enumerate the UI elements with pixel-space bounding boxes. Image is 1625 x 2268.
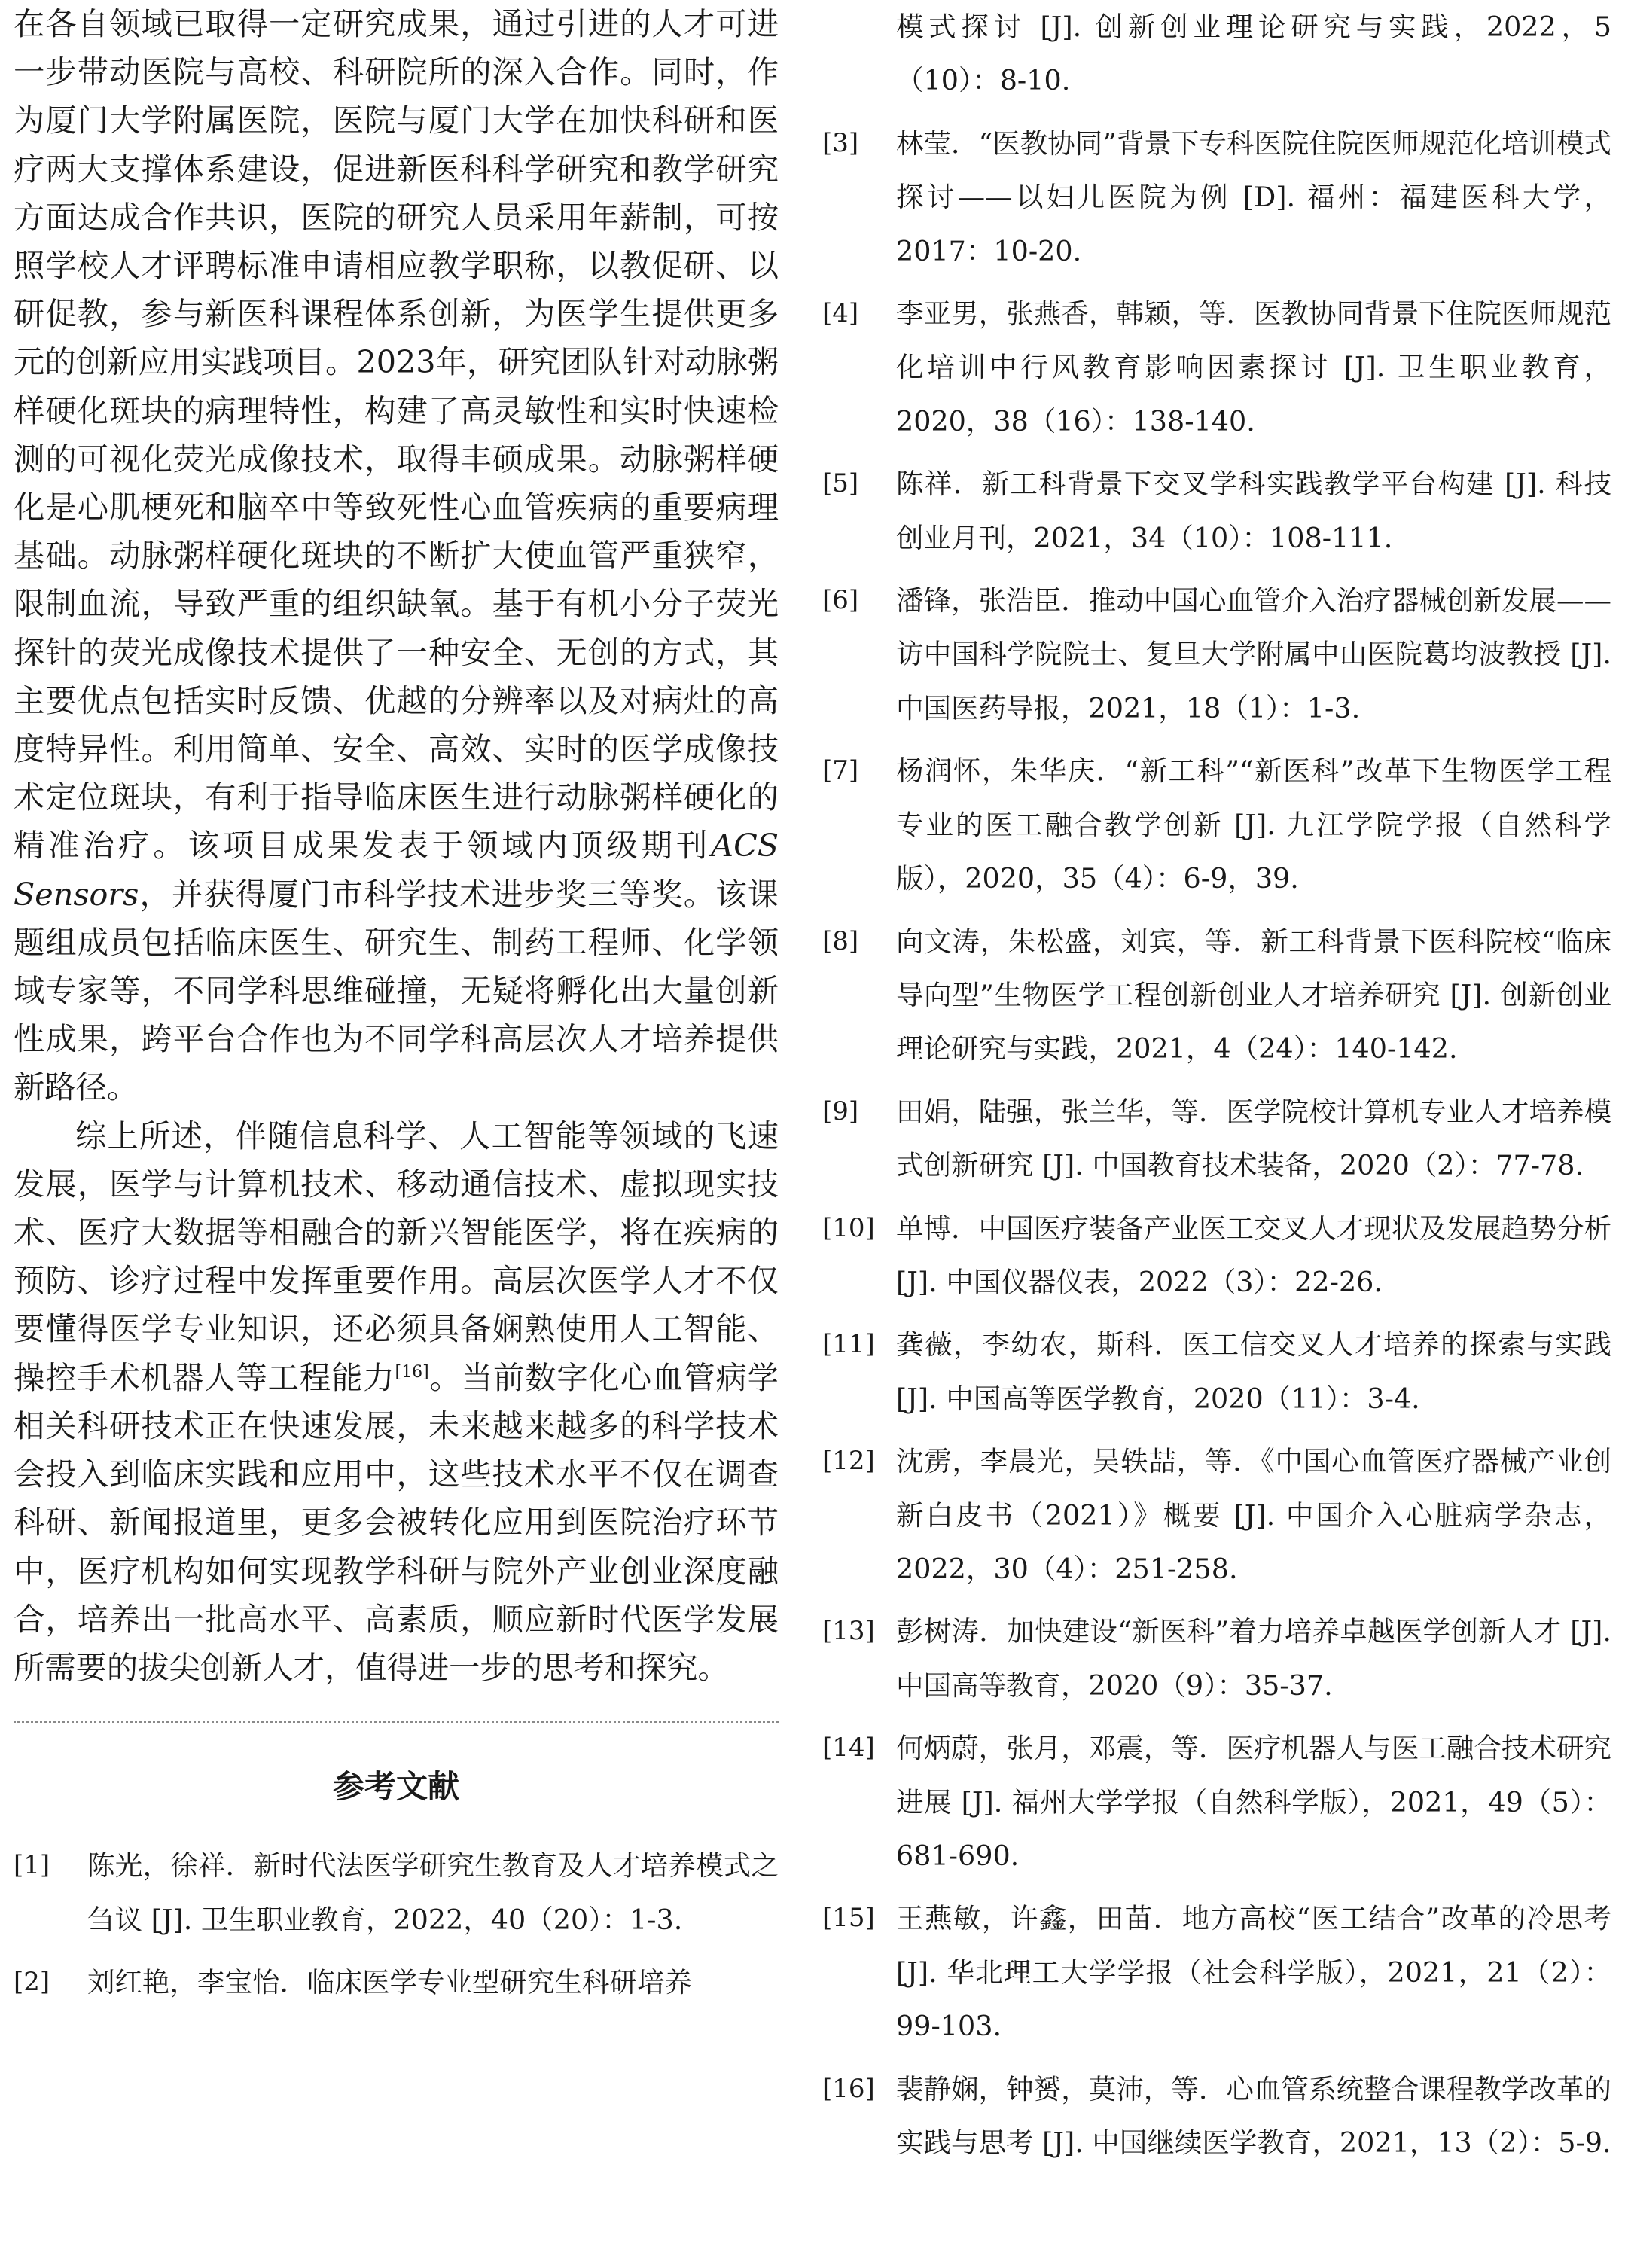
reference-number: [13] — [822, 1616, 875, 1647]
reference-text: 李亚男，张燕香，韩颖，等．医教协同背景下住院医师规范化培训中行风教育影响因素探讨 [J]. 卫生职业教育，2020，38（16）：138-140. — [896, 297, 1611, 437]
reference-number: [7] — [822, 755, 859, 786]
citation-superscript: [16] — [395, 1362, 429, 1382]
reference-number: [15] — [822, 1903, 875, 1934]
reference-number: [4] — [822, 298, 859, 329]
reference-number: [12] — [822, 1446, 875, 1477]
journal-name: ACS Sensors — [14, 828, 779, 913]
reference-item-continued — [822, 0, 1611, 108]
reference-item — [822, 457, 1611, 565]
reference-item — [822, 2062, 1611, 2170]
references-left — [14, 1839, 779, 2009]
reference-number: [1] — [14, 1850, 50, 1881]
paragraph-1-text-b: ，并获得厦门市科学技术进步奖三等奖。该课题组成员包括临床医生、研究生、制药工程师、化学领域专家等，不同学科思维碰撞，无疑将孵化出大量创新性成果，跨平台合作也为不同学科高层次人才培养提供新路径。 — [14, 876, 779, 1106]
reference-item — [822, 744, 1611, 905]
reference-item — [822, 117, 1611, 278]
reference-text: 陈祥．新工科背景下交叉学科实践教学平台构建 [J]. 科技创业月刊，2021，34（10）：108-111. — [896, 468, 1611, 554]
reference-text: 模式探讨 [J]. 创新创业理论研究与实践，2022，5（10）：8-10. — [896, 11, 1611, 97]
reference-item — [822, 1892, 1611, 2053]
reference-text: 彭树涛．加快建设“新医科”着力培养卓越医学创新人才 [J]. 中国高等教育，2020（9）：35-37. — [896, 1615, 1611, 1702]
reference-text: 林莹．“医教协同”背景下专科医院住院医师规范化培训模式探讨——以妇儿医院为例 [D]. 福州：福建医科大学，2017：10-20. — [896, 127, 1611, 267]
reference-text: 沈雳，李晨光，吴轶喆，等．《中国心血管医疗器械产业创新白皮书（2021）》概要 [J]. 中国介入心脏病学杂志，2022，30（4）：251-258. — [896, 1445, 1611, 1585]
section-divider — [14, 1721, 779, 1723]
right-column — [822, 0, 1611, 2178]
reference-item — [822, 1085, 1611, 1193]
reference-number: [14] — [822, 1733, 875, 1763]
reference-number: [16] — [822, 2073, 875, 2104]
references-heading: 参考文献 — [332, 1768, 459, 1806]
reference-number: [3] — [822, 127, 859, 158]
reference-text: 陈光，徐祥．新时代法医学研究生教育及人才培养模式之刍议 [J]. 卫生职业教育，2022，40（20）：1-3. — [87, 1849, 779, 1936]
reference-text: 龚薇，李幼农，斯科．医工信交叉人才培养的探索与实践 [J]. 中国高等医学教育，2020（11）：3-4. — [896, 1328, 1611, 1415]
reference-item — [822, 1434, 1611, 1596]
reference-text: 杨润怀，朱华庆．“新工科”“新医科”改革下生物医学工程专业的医工融合教学创新 [J]. 九江学院学报（自然科学版），2020，35（4）：6-9，39. — [896, 754, 1611, 895]
reference-item — [822, 1721, 1611, 1882]
reference-number: [5] — [822, 468, 859, 499]
reference-number: [2] — [14, 1966, 50, 1997]
reference-number: [6] — [822, 585, 859, 616]
reference-number: [9] — [822, 1096, 859, 1126]
reference-number: [11] — [822, 1329, 875, 1360]
reference-text: 潘锋，张浩臣．推动中国心血管介入治疗器械创新发展——访中国科学院院士、复旦大学附属中山医院葛均波教授 [J]. 中国医药导报，2021，18（1）：1-3. — [896, 584, 1611, 724]
reference-item — [822, 1318, 1611, 1425]
paragraph-1-text-a: 在各自领域已取得一定研究成果，通过引进的人才可进一步带动医院与高校、科研院所的深入合作。同时，作为厦门大学附属医院，医院与厦门大学在加快科研和医疗两大支撑体系建设，促进新医科科学研究和教学研究方面达成合作共识，医院的研究人员采用年薪制，可按照学校人才评聘标准申请相应教学职称，以教促研、以研促教，参与新医科课程体系创新，为医学生提供更多元的创新应用实践项目。2023年，研究团队针对动脉粥样硬化斑块的病理特性，构建了高灵敏性和实时快速检测的可视化荧光成像技术，取得丰硕成果。动脉粥样硬化是心肌梗死和脑卒中等致死性心血管疾病的重要病理基础。动脉粥样硬化斑块的不断扩大使血管严重狭窄，限制血流，导致严重的组织缺氧。基于有机小分子荧光探针的荧光成像技术提供了一种安全、无创的方式，其主要优点包括实时反馈、优越的分辨率以及对病灶的高度特异性。利用简单、安全、高效、实时的医学成像技术定位斑块，有利于指导临床医生进行动脉粥样硬化的精准治疗。该项目成果发表于领域内顶级期刊 — [14, 6, 779, 864]
reference-item — [14, 1839, 779, 1946]
reference-number: [10] — [822, 1212, 875, 1243]
paragraph-2-text-b: 。当前数字化心血管病学相关科研技术正在快速发展，未来越来越多的科学技术会投入到临床实践和应用中，这些技术水平不仅在调查科研、新闻报道里，更多会被转化应用到医院治疗环节中，医疗机构如何实现教学科研与院外产业创业深度融合，培养出一批高水平、高素质，顺应新时代医学发展所需要的拔尖创新人才，值得进一步的思考和探究。 — [14, 1359, 779, 1686]
reference-text: 裴静娴，钟赟，莫沛，等．心血管系统整合课程教学改革的实践与思考 [J]. 中国继续医学教育，2021，13（2）：5-9. — [896, 2072, 1611, 2160]
reference-item — [822, 1605, 1611, 1712]
body-paragraph-1 — [14, 0, 779, 1112]
reference-item — [822, 1202, 1611, 1309]
left-column — [14, 0, 779, 2018]
paragraph-2-text-a: 综上所述，伴随信息科学、人工智能等领域的飞速发展，医学与计算机技术、移动通信技术、虚拟现实技术、医疗大数据等相融合的新兴智能医学，将在疾病的预防、诊疗过程中发挥重要作用。高层次医学人才不仅要懂得医学专业知识，还必须具备娴熟使用人工智能、操控手术机器人等工程能力 — [14, 1117, 779, 1396]
reference-text: 田娟，陆强，张兰华，等．医学院校计算机专业人才培养模式创新研究 [J]. 中国教育技术装备，2020（2）：77-78. — [896, 1095, 1611, 1182]
reference-item — [822, 915, 1611, 1076]
reference-text: 刘红艳，李宝怡．临床医学专业型研究生科研培养 — [87, 1965, 692, 1998]
reference-text: 何炳蔚，张月，邓震，等．医疗机器人与医工融合技术研究进展 [J]. 福州大学学报（自然科学版），2021，49（5）：681-690. — [896, 1732, 1611, 1872]
reference-number: [8] — [822, 925, 859, 956]
reference-item — [822, 287, 1611, 448]
reference-text: 王燕敏，许鑫，田苗．地方高校“医工结合”改革的冷思考 [J]. 华北理工大学学报（社会科学版），2021，21（2）：99-103. — [896, 1902, 1611, 2043]
reference-item — [822, 574, 1611, 735]
reference-text: 单博．中国医疗装备产业医工交叉人才现状及发展趋势分析 [J]. 中国仪器仪表，2022（3）：22-26. — [896, 1212, 1611, 1298]
reference-item — [14, 1956, 779, 2009]
body-paragraph-2 — [14, 1112, 779, 1692]
reference-text: 向文涛，朱松盛，刘宾，等．新工科背景下医科院校“临床导向型”生物医学工程创新创业人才培养研究 [J]. 创新创业理论研究与实践，2021，4（24）：140-142. — [896, 925, 1611, 1065]
